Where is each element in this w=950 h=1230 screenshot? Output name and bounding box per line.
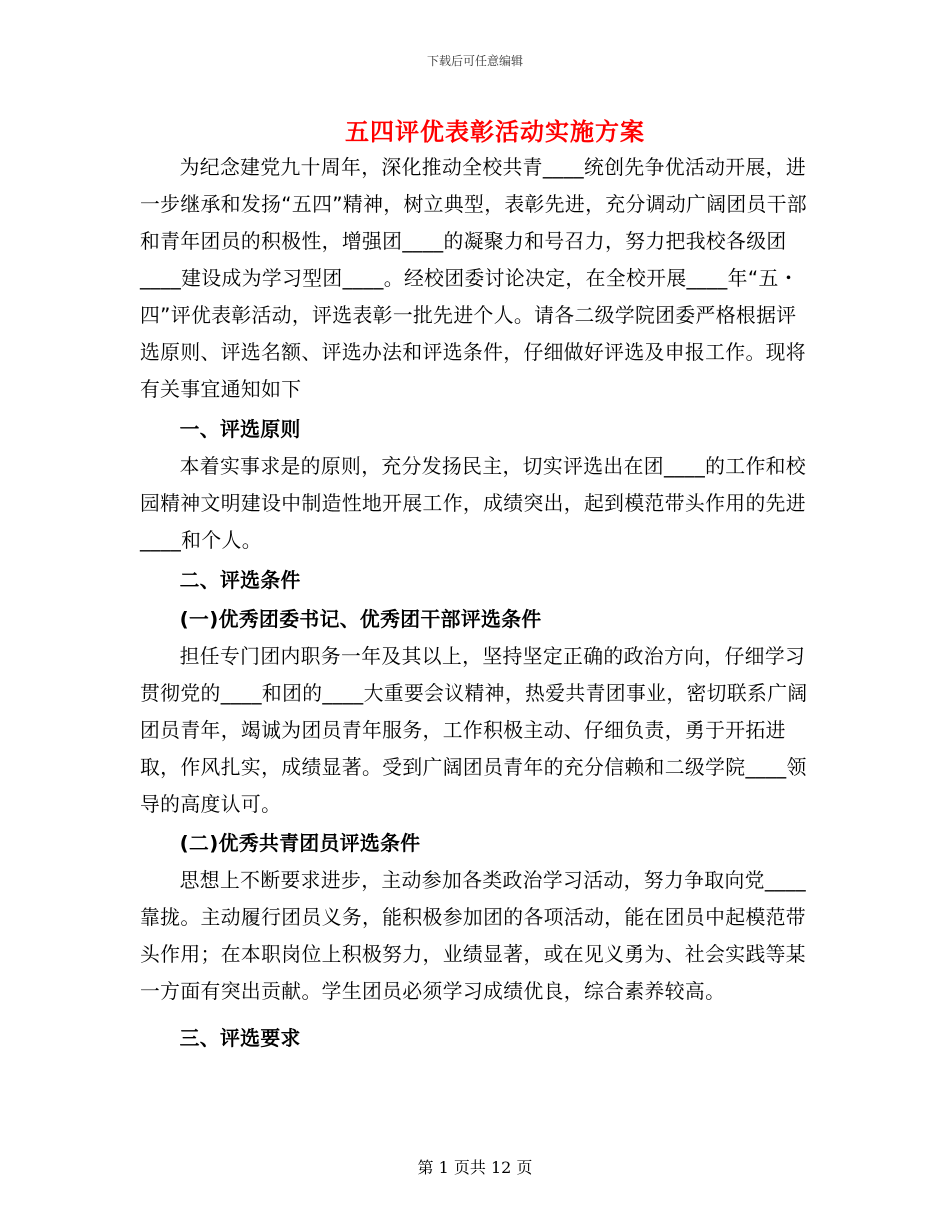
subsection-heading-cadre: (一)优秀团委书记、优秀团干部评选条件 [179, 608, 542, 631]
page-number-footer: 第 1 页共 12 页 [417, 1158, 533, 1177]
section-heading-requirements: 三、评选要求 [179, 1027, 301, 1050]
section-heading-principles: 一、评选原则 [179, 418, 301, 441]
section-heading-conditions: 二、评选条件 [179, 569, 301, 592]
document-body [140, 149, 810, 1057]
document-title: 五四评优表彰活动实施方案 [345, 118, 645, 146]
intro-paragraph: 为纪念建党九十周年，深化推动全校共青____统创先争优活动开展，进一步继承和发扬“五四”精神，树立典型，表彰先进，充分调动广阔团员干部和青年团员的积极性，增强团____的凝聚力和号召力，努力把我校各级团____建设成为学习型团____。经校团委讨论决定，在全校开展____年“五・四”评优表彰活动，评选表彰一批先进个人。请各二级学院团委严格根据评选原则、评选名额、评选办法和评选条件，仔细做好评选及申报工作。现将有关事宜通知如下 [140, 156, 808, 401]
principles-paragraph: 本着实事求是的原则，充分发扬民主，切实评选出在团____的工作和校园精神文明建设中制造性地开展工作，成绩突出，起到模范带头作用的先进____和个人。 [140, 455, 807, 552]
cadre-conditions-paragraph: 担任专门团内职务一年及其以上，坚持坚定正确的政治方向，仔细学习贯彻党的____和团的____大重要会议精神，热爱共青团事业，密切联系广阔团员青年，竭诚为团员青年服务，工作积极主动、仔细负责，勇于开拓进取，作风扎实，成绩显著。受到广阔团员青年的充分信赖和二级学院____领导的高度认可。 [140, 645, 808, 816]
subsection-heading-member: (二)优秀共青团员评选条件 [179, 832, 421, 855]
member-conditions-paragraph: 思想上不断要求进步，主动参加各类政治学习活动，努力争取向党____靠拢。主动履行团员义务，能积极参加团的各项活动，能在团员中起模范带头作用；在本职岗位上积极努力，业绩显著，或在见义勇为、社会实践等某一方面有突出贡献。学生团员必须学习成绩优良，综合素养较高。 [140, 869, 807, 1003]
page-header-note: 下载后可任意编辑 [426, 54, 523, 68]
